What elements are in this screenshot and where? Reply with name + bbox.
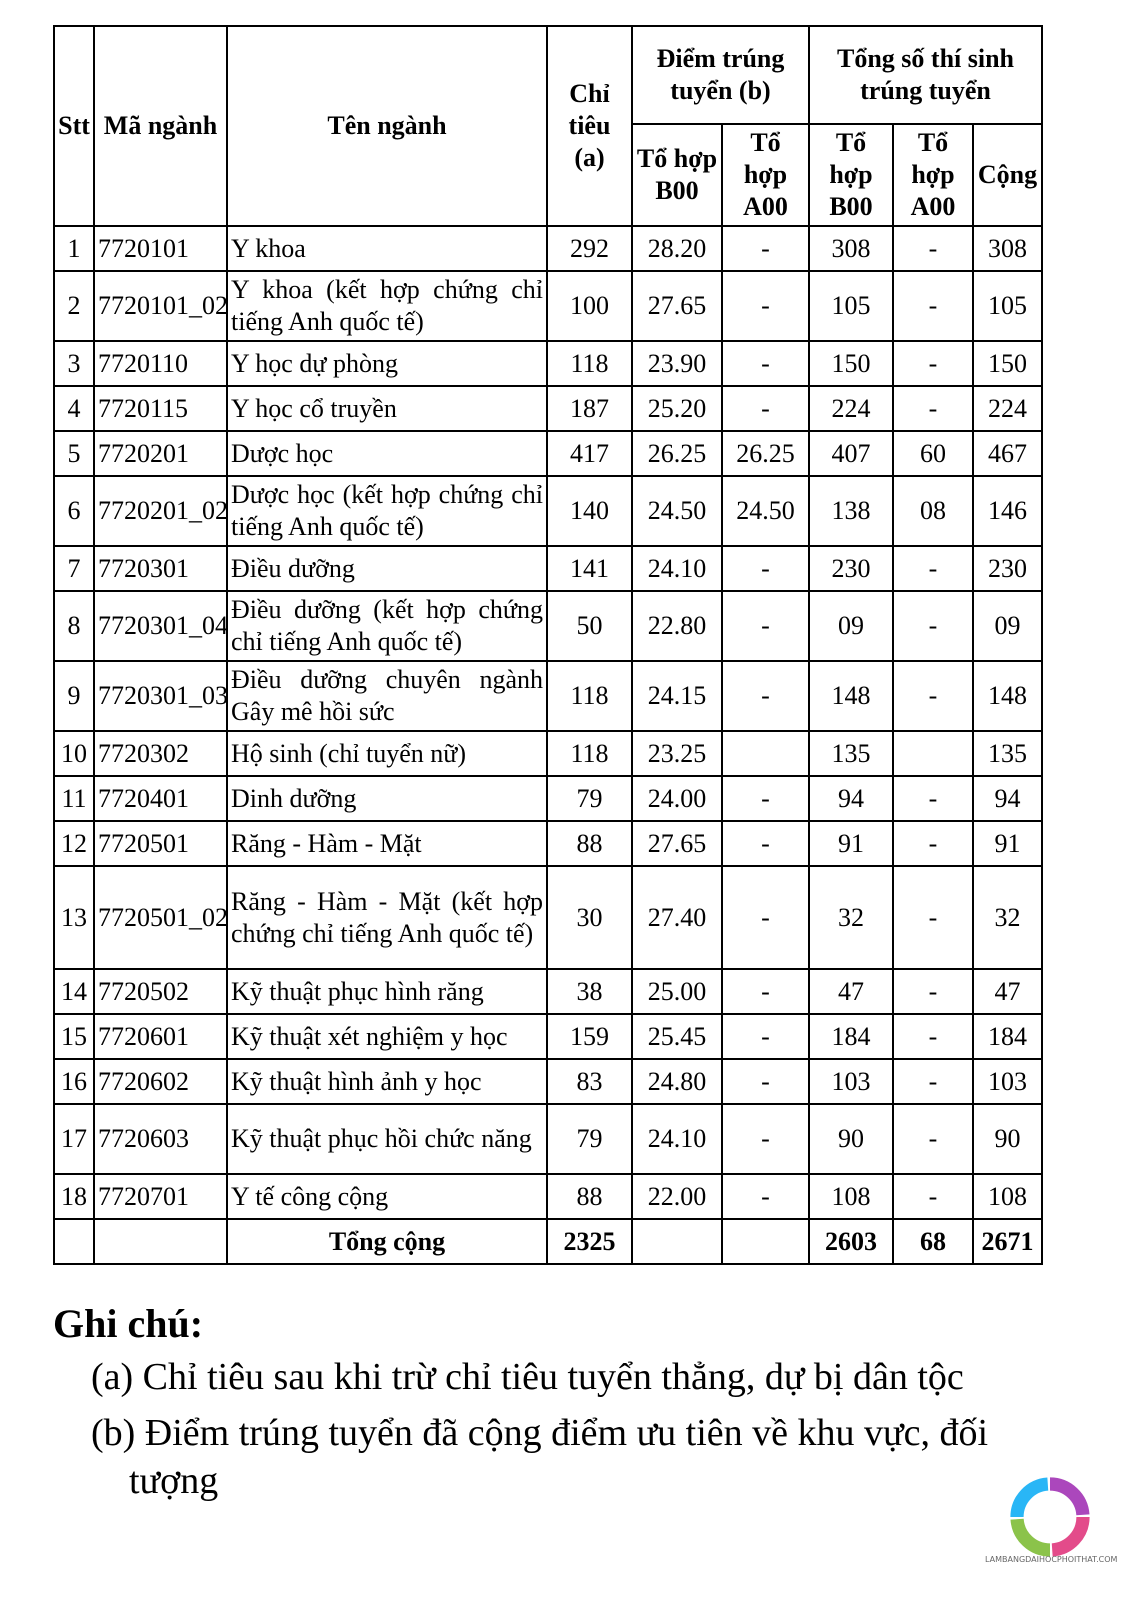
row-stt: 16	[54, 1059, 94, 1104]
row-diem-a00: -	[722, 1014, 809, 1059]
row-ts-b00: 91	[809, 821, 893, 866]
row-ts-a00: -	[893, 341, 973, 386]
row-ten-nganh: Dược học	[227, 431, 547, 476]
header-tong-so-thi-sinh: Tổng số thí sinh trúng tuyển	[809, 26, 1042, 124]
row-chi-tieu: 140	[547, 476, 632, 546]
row-stt: 1	[54, 226, 94, 271]
admission-table	[53, 25, 1043, 1265]
row-ten-nganh: Kỹ thuật phục hình răng	[227, 969, 547, 1014]
row-diem-b00: 24.10	[632, 1104, 722, 1174]
row-ts-a00: -	[893, 591, 973, 661]
row-chi-tieu: 417	[547, 431, 632, 476]
row-diem-b00: 24.50	[632, 476, 722, 546]
table-row	[54, 271, 1042, 341]
row-ten-nganh: Hộ sinh (chỉ tuyển nữ)	[227, 731, 547, 776]
row-ts-b00: 09	[809, 591, 893, 661]
header-ten-nganh: Tên ngành	[227, 26, 547, 226]
table-row	[54, 821, 1042, 866]
table-row	[54, 386, 1042, 431]
table-row	[54, 591, 1042, 661]
row-diem-a00: -	[722, 386, 809, 431]
row-diem-b00: 24.00	[632, 776, 722, 821]
row-ts-b00: 94	[809, 776, 893, 821]
row-ten-nganh: Y học cổ truyền	[227, 386, 547, 431]
notes-section	[53, 1300, 1053, 1513]
total-label: Tổng cộng	[227, 1219, 547, 1264]
row-ts-b00: 90	[809, 1104, 893, 1174]
header-cong: Cộng	[973, 124, 1042, 226]
row-ma-nganh: 7720115	[94, 386, 227, 431]
row-cong: 224	[973, 386, 1042, 431]
row-ts-b00: 108	[809, 1174, 893, 1219]
row-ts-a00: -	[893, 866, 973, 969]
row-diem-a00: 26.25	[722, 431, 809, 476]
row-diem-a00	[722, 731, 809, 776]
row-ma-nganh: 7720401	[94, 776, 227, 821]
row-ten-nganh: Răng - Hàm - Mặt (kết hợp chứng chỉ tiếng Anh quốc tế)	[227, 866, 547, 969]
watermark-text: LAMBANGDAIHOCPHOITHAT.COM	[985, 1555, 1118, 1564]
row-stt: 13	[54, 866, 94, 969]
table-row	[54, 866, 1042, 969]
row-ts-b00: 184	[809, 1014, 893, 1059]
row-ma-nganh: 7720101_02	[94, 271, 227, 341]
row-diem-b00: 25.45	[632, 1014, 722, 1059]
row-diem-b00: 25.00	[632, 969, 722, 1014]
row-diem-a00: -	[722, 1174, 809, 1219]
row-stt: 11	[54, 776, 94, 821]
row-cong: 150	[973, 341, 1042, 386]
row-ts-b00: 150	[809, 341, 893, 386]
row-diem-a00: -	[722, 776, 809, 821]
row-stt: 15	[54, 1014, 94, 1059]
row-cong: 135	[973, 731, 1042, 776]
row-ts-a00: -	[893, 226, 973, 271]
row-ts-b00: 407	[809, 431, 893, 476]
row-ts-a00: -	[893, 546, 973, 591]
row-stt: 2	[54, 271, 94, 341]
row-diem-b00: 27.65	[632, 821, 722, 866]
row-ten-nganh: Y học dự phòng	[227, 341, 547, 386]
header-ts-b00: Tổ hợp B00	[809, 124, 893, 226]
row-ts-a00: -	[893, 661, 973, 731]
row-ts-b00: 148	[809, 661, 893, 731]
row-diem-b00: 24.80	[632, 1059, 722, 1104]
row-stt: 9	[54, 661, 94, 731]
row-ts-a00: -	[893, 969, 973, 1014]
row-stt: 10	[54, 731, 94, 776]
row-diem-b00: 27.40	[632, 866, 722, 969]
row-diem-b00: 28.20	[632, 226, 722, 271]
row-cong: 108	[973, 1174, 1042, 1219]
note-b: (b) Điểm trúng tuyển đã cộng điểm ưu tiên về khu vực, đối tượng	[91, 1412, 989, 1502]
row-ts-b00: 308	[809, 226, 893, 271]
table-row	[54, 476, 1042, 546]
header-chi-tieu: Chỉ tiêu (a)	[547, 26, 632, 226]
row-chi-tieu: 118	[547, 731, 632, 776]
row-diem-a00: -	[722, 1104, 809, 1174]
row-ts-a00: -	[893, 1104, 973, 1174]
row-ts-a00	[893, 731, 973, 776]
row-stt: 17	[54, 1104, 94, 1174]
row-cong: 91	[973, 821, 1042, 866]
table-row	[54, 1014, 1042, 1059]
notes-title: Ghi chú:	[53, 1301, 204, 1346]
row-ts-b00: 230	[809, 546, 893, 591]
row-stt: 5	[54, 431, 94, 476]
row-chi-tieu: 118	[547, 661, 632, 731]
total-row	[54, 1219, 1042, 1264]
row-diem-a00: -	[722, 591, 809, 661]
row-diem-b00: 25.20	[632, 386, 722, 431]
row-chi-tieu: 30	[547, 866, 632, 969]
row-diem-a00: 24.50	[722, 476, 809, 546]
row-diem-a00: -	[722, 226, 809, 271]
row-ma-nganh: 7720502	[94, 969, 227, 1014]
row-diem-a00: -	[722, 866, 809, 969]
row-ma-nganh: 7720101	[94, 226, 227, 271]
total-ts-b00: 2603	[809, 1219, 893, 1264]
row-chi-tieu: 88	[547, 1174, 632, 1219]
header-diem-trung-tuyen: Điểm trúng tuyển (b)	[632, 26, 809, 124]
row-cong: 467	[973, 431, 1042, 476]
row-diem-b00: 24.10	[632, 546, 722, 591]
table-row	[54, 776, 1042, 821]
row-ten-nganh: Kỹ thuật hình ảnh y học	[227, 1059, 547, 1104]
row-ts-b00: 103	[809, 1059, 893, 1104]
row-ma-nganh: 7720301	[94, 546, 227, 591]
total-chi-tieu: 2325	[547, 1219, 632, 1264]
header-stt: Stt	[54, 26, 94, 226]
row-diem-b00: 27.65	[632, 271, 722, 341]
row-cong: 47	[973, 969, 1042, 1014]
row-ts-b00: 32	[809, 866, 893, 969]
row-ts-a00: -	[893, 776, 973, 821]
row-stt: 8	[54, 591, 94, 661]
row-cong: 32	[973, 866, 1042, 969]
row-ts-a00: -	[893, 386, 973, 431]
row-ten-nganh: Kỹ thuật xét nghiệm y học	[227, 1014, 547, 1059]
row-ma-nganh: 7720601	[94, 1014, 227, 1059]
row-ts-a00: -	[893, 1059, 973, 1104]
row-ten-nganh: Răng - Hàm - Mặt	[227, 821, 547, 866]
row-diem-a00: -	[722, 546, 809, 591]
note-a: (a) Chỉ tiêu sau khi trừ chỉ tiêu tuyển thẳng, dự bị dân tộc	[91, 1356, 964, 1398]
total-ts-a00: 68	[893, 1219, 973, 1264]
header-diem-a00: Tổ hợp A00	[722, 124, 809, 226]
row-chi-tieu: 50	[547, 591, 632, 661]
row-cong: 09	[973, 591, 1042, 661]
row-ma-nganh: 7720602	[94, 1059, 227, 1104]
row-ts-b00: 47	[809, 969, 893, 1014]
row-ten-nganh: Y khoa	[227, 226, 547, 271]
row-cong: 148	[973, 661, 1042, 731]
table-row	[54, 1104, 1042, 1174]
row-stt: 18	[54, 1174, 94, 1219]
header-ts-a00: Tổ hợp A00	[893, 124, 973, 226]
header-diem-b00: Tổ hợp B00	[632, 124, 722, 226]
row-chi-tieu: 187	[547, 386, 632, 431]
row-ten-nganh: Điều dưỡng chuyên ngành Gây mê hồi sức	[227, 661, 547, 731]
row-diem-b00: 22.80	[632, 591, 722, 661]
row-ts-b00: 224	[809, 386, 893, 431]
row-ma-nganh: 7720301_03	[94, 661, 227, 731]
row-ts-b00: 135	[809, 731, 893, 776]
table-row	[54, 341, 1042, 386]
table-row	[54, 731, 1042, 776]
row-cong: 184	[973, 1014, 1042, 1059]
row-cong: 308	[973, 226, 1042, 271]
row-diem-b00: 24.15	[632, 661, 722, 731]
row-ten-nganh: Y khoa (kết hợp chứng chỉ tiếng Anh quốc tế)	[227, 271, 547, 341]
total-cong: 2671	[973, 1219, 1042, 1264]
row-diem-a00: -	[722, 661, 809, 731]
table-row	[54, 969, 1042, 1014]
row-chi-tieu: 118	[547, 341, 632, 386]
row-cong: 230	[973, 546, 1042, 591]
table-row	[54, 431, 1042, 476]
row-ma-nganh: 7720201_02	[94, 476, 227, 546]
row-ma-nganh: 7720701	[94, 1174, 227, 1219]
row-ten-nganh: Dinh dưỡng	[227, 776, 547, 821]
row-chi-tieu: 88	[547, 821, 632, 866]
table-row	[54, 661, 1042, 731]
row-diem-b00: 23.90	[632, 341, 722, 386]
row-chi-tieu: 83	[547, 1059, 632, 1104]
row-diem-b00: 26.25	[632, 431, 722, 476]
row-cong: 105	[973, 271, 1042, 341]
row-ts-b00: 105	[809, 271, 893, 341]
row-ts-a00: 08	[893, 476, 973, 546]
table-row	[54, 1174, 1042, 1219]
table-row	[54, 1059, 1042, 1104]
row-chi-tieu: 292	[547, 226, 632, 271]
row-ts-b00: 138	[809, 476, 893, 546]
row-diem-a00: -	[722, 341, 809, 386]
row-ten-nganh: Điều dưỡng (kết hợp chứng chỉ tiếng Anh quốc tế)	[227, 591, 547, 661]
row-ma-nganh: 7720302	[94, 731, 227, 776]
row-stt: 3	[54, 341, 94, 386]
row-stt: 7	[54, 546, 94, 591]
row-ten-nganh: Điều dưỡng	[227, 546, 547, 591]
row-ma-nganh: 7720201	[94, 431, 227, 476]
row-ts-a00: -	[893, 271, 973, 341]
row-ma-nganh: 7720301_04	[94, 591, 227, 661]
row-diem-b00: 22.00	[632, 1174, 722, 1219]
row-diem-a00: -	[722, 821, 809, 866]
table-row	[54, 226, 1042, 271]
row-diem-a00: -	[722, 271, 809, 341]
row-ma-nganh: 7720501	[94, 821, 227, 866]
row-ts-a00: -	[893, 1174, 973, 1219]
table-row	[54, 546, 1042, 591]
row-chi-tieu: 100	[547, 271, 632, 341]
row-diem-b00: 23.25	[632, 731, 722, 776]
row-cong: 146	[973, 476, 1042, 546]
row-chi-tieu: 38	[547, 969, 632, 1014]
row-cong: 103	[973, 1059, 1042, 1104]
row-diem-a00: -	[722, 969, 809, 1014]
row-ten-nganh: Kỹ thuật phục hồi chức năng	[227, 1104, 547, 1174]
row-ten-nganh: Y tế công cộng	[227, 1174, 547, 1219]
row-ts-a00: 60	[893, 431, 973, 476]
row-chi-tieu: 79	[547, 776, 632, 821]
row-cong: 94	[973, 776, 1042, 821]
row-ts-a00: -	[893, 821, 973, 866]
row-stt: 4	[54, 386, 94, 431]
row-chi-tieu: 141	[547, 546, 632, 591]
row-ma-nganh: 7720501_02	[94, 866, 227, 969]
row-ma-nganh: 7720603	[94, 1104, 227, 1174]
row-ts-a00: -	[893, 1014, 973, 1059]
row-cong: 90	[973, 1104, 1042, 1174]
row-stt: 12	[54, 821, 94, 866]
row-stt: 6	[54, 476, 94, 546]
row-chi-tieu: 159	[547, 1014, 632, 1059]
row-ten-nganh: Dược học (kết hợp chứng chỉ tiếng Anh quốc tế)	[227, 476, 547, 546]
row-ma-nganh: 7720110	[94, 341, 227, 386]
row-stt: 14	[54, 969, 94, 1014]
row-diem-a00: -	[722, 1059, 809, 1104]
row-chi-tieu: 79	[547, 1104, 632, 1174]
header-ma-nganh: Mã ngành	[94, 26, 227, 226]
